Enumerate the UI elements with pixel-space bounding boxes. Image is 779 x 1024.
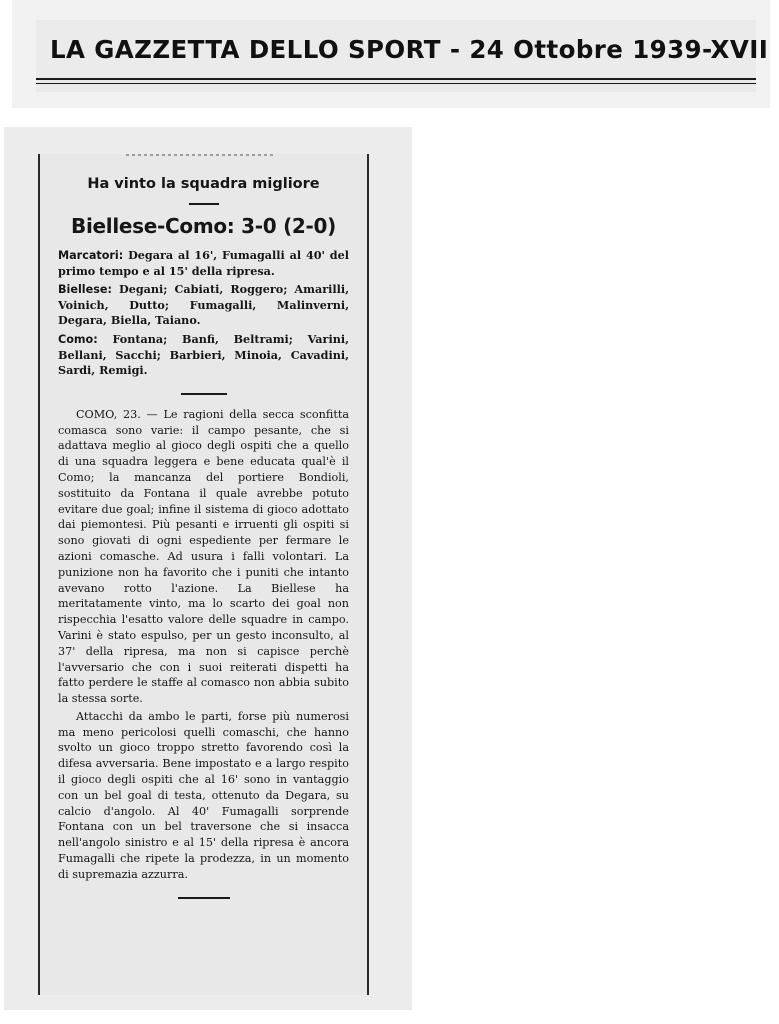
end-divider — [178, 897, 230, 899]
masthead-title: LA GAZZETTA DELLO SPORT - 24 Ottobre 1939-XVII — [50, 35, 769, 64]
biellese-label: Biellese: — [58, 283, 112, 297]
masthead-rule — [36, 78, 756, 80]
article-paragraph-1: COMO, 23. — Le ragioni della secca sconfitta comasca sono varie: il campo pesante, che si adattava meglio al gioco degli ospiti che a quello di una squadra leggera e bene educata qual'è il Como; la mancanza del portiere Bondioli, sostituito da Fontana il quale avrebbe potuto evitare due goal; infine il sistema di gioco adottato dai piemontesi. Più pesanti e irruenti gli ospiti si sono giovati di ogni espediente per fermare le azioni comasche. Ad usura i falli volontari. La punizione non ha favorito che i puniti che intanto avevano rotto l'azione. La Biellese ha meritatamente vinto, ma lo scarto dei goal non rispecchia l'esatto valore delle squadre in campo. Varini è stato espulso, per un gesto inconsulto, al 37' della ripresa, ma non si capisce perchè l'avversario che con i suoi reiterati dispetti ha fatto perdere le staffe al comasco non abbia subito la stessa sorte. — [58, 407, 349, 706]
cut-line-remnant — [126, 154, 276, 156]
biellese-lineup: Degani; Cabiati, Roggero; Amarilli, Voinich, Dutto; Fumagalli, Malinverni, Degara, Biella, Taiano. — [58, 282, 349, 328]
article-clipping — [38, 154, 369, 995]
scorers-label: Marcatori: — [58, 249, 124, 262]
como-label: Como: — [58, 332, 98, 346]
column-rule-left — [38, 154, 40, 995]
article-headline: Ha vinto la squadra migliore — [87, 176, 320, 192]
score-line: Biellese-Como: 3-0 (2-0) — [71, 214, 336, 238]
como-lineup-paragraph — [58, 332, 349, 379]
scorers-paragraph — [58, 248, 349, 279]
article-paragraph-2: Attacchi da ambo le parti, forse più numerosi ma meno pericolosi quelli comaschi, che hanno svolto un gioco troppo stretto favorendo così la difesa avversaria. Bene impostato e a largo respito il gioco degli ospiti che al 16' sono in vantaggio con un bel goal di testa, ottenuto da Degara, su calcio d'angolo. Al 40' Fumagalli sorprende Fontana con un bel traversone che si insacca nell'angolo sinistro e al 15' della ripresa è ancora Fumagalli che ripete la prodezza, in un momento di supremazia azzurra. — [58, 709, 349, 881]
column-rule-right — [367, 154, 369, 995]
article — [58, 174, 349, 899]
headline-divider — [189, 203, 219, 205]
masthead — [36, 20, 769, 92]
biellese-lineup-paragraph — [58, 282, 349, 329]
masthead-rule-thin — [36, 83, 756, 84]
como-lineup: Fontana; Banfi, Beltrami; Varini, Bellani, Sacchi; Barbieri, Minoia, Cavadini, Sardi, Remigi. — [58, 331, 349, 378]
section-divider — [181, 393, 227, 395]
scorers-text: Degara al 16', Fumagalli al 40' del primo tempo e al 15' della ripresa. — [58, 248, 349, 278]
